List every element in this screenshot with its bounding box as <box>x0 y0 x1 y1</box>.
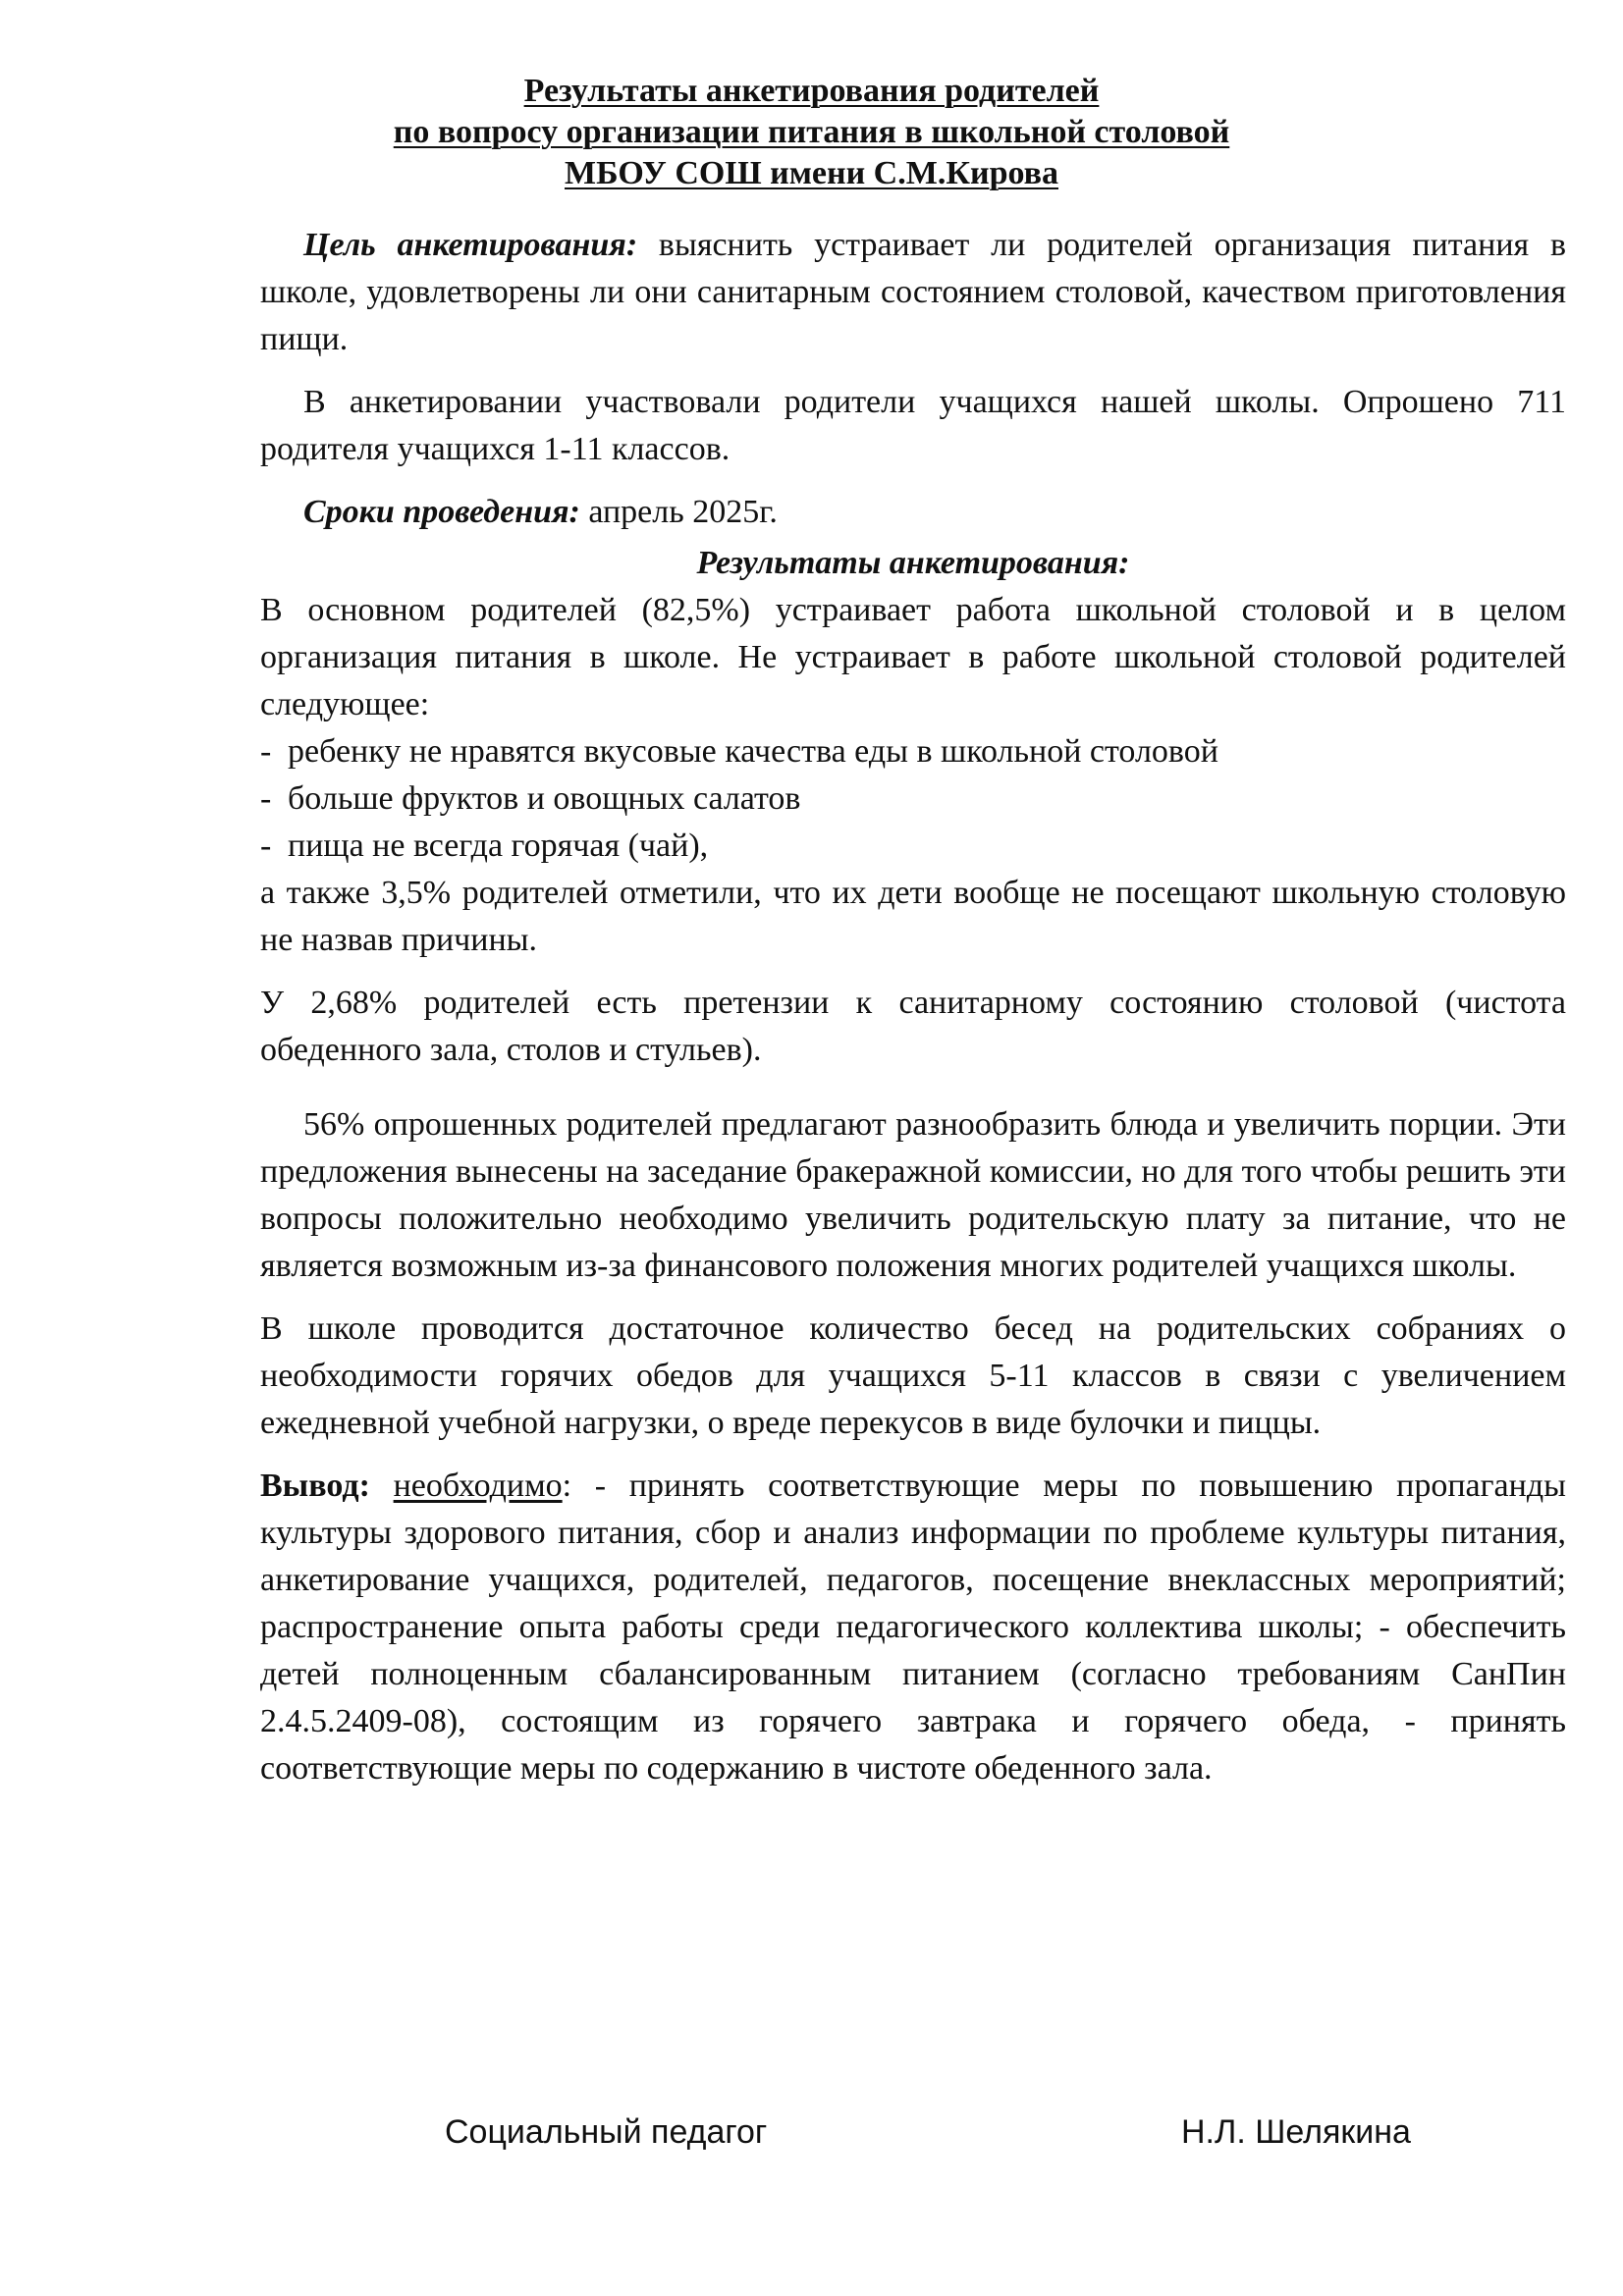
list-item <box>260 728 1566 775</box>
list-item <box>260 775 1566 823</box>
conclusion-label: Вывод: <box>260 1468 370 1504</box>
list-dash: - <box>260 828 272 864</box>
period-paragraph <box>260 489 1566 536</box>
list-item-text: ребенку не нравятся вкусовые качества еды в школьной столовой <box>288 733 1218 770</box>
document-body <box>260 222 1566 1792</box>
conclusion-text: : - принять соответствующие меры по повышению пропаганды культуры здорового питания, сбор и анализ информации по проблеме культуры питания, анкетирование учащихся, родителей, педагогов, посещение внеклассных мероприятий; распространение опыта работы среди педагогического коллектива школы; - обеспечить детей полноценным сбалансированным питанием (согласно требованиям СанПин 2.4.5.2409-08), состоящим из горячего завтрака и горячего обеда, - принять соответствующие меры по содержанию в чистоте обеденного зала. <box>260 1468 1566 1787</box>
conclusion-paragraph <box>260 1463 1566 1792</box>
conclusion-necessary: необходимо <box>393 1468 563 1504</box>
title-line-1: Результаты анкетирования родителей <box>523 73 1100 109</box>
title-line-2: по вопросу организации питания в школьной столовой <box>393 114 1230 150</box>
signature-name: Н.Л. Шелякина <box>1181 2113 1411 2151</box>
goal-paragraph <box>260 222 1566 363</box>
suggestions-paragraph: 56% опрошенных родителей предлагают разнообразить блюда и увеличить порции. Эти предложения вынесены на заседание бракеражной комиссии, но для того чтобы решить эти вопросы положительно необходимо увеличить родительскую плату за питание, что не является возможным из-за финансового положения многих родителей учащихся школы. <box>260 1106 1566 1284</box>
results-heading: Результаты анкетирования: <box>696 545 1130 581</box>
participants-paragraph: В анкетировании участвовали родители учащихся нашей школы. Опрошено 711 родителя учащихся 1-11 классов. <box>260 384 1566 467</box>
not-visiting-paragraph: а также 3,5% родителей отметили, что их дети вообще не посещают школьную столовую не назвав причины. <box>260 875 1566 958</box>
list-item-text: больше фруктов и овощных салатов <box>288 780 801 817</box>
sanitary-paragraph: У 2,68% родителей есть претензии к санитарному состоянию столовой (чистота обеденного зала, столов и стульев). <box>260 985 1566 1068</box>
document-title <box>0 71 1623 194</box>
conversations-paragraph: В школе проводится достаточное количество бесед на родительских собраниях о необходимости горячих обедов для учащихся 5-11 классов в связи с увеличением ежедневной учебной нагрузки, о вреде перекусов в виде булочки и пиццы. <box>260 1310 1566 1441</box>
title-line-3: МБОУ СОШ имени С.М.Кирова <box>565 155 1058 191</box>
complaints-list <box>260 728 1566 870</box>
list-item <box>260 823 1566 870</box>
list-dash: - <box>260 733 272 770</box>
list-item-text: пища не всегда горячая (чай), <box>288 828 709 864</box>
list-dash: - <box>260 780 272 817</box>
period-label: Сроки проведения: <box>303 494 580 530</box>
goal-label: Цель анкетирования: <box>303 227 638 263</box>
period-text: апрель 2025г. <box>579 494 778 530</box>
results-intro-paragraph: В основном родителей (82,5%) устраивает работа школьной столовой и в целом организация питания в школе. Не устраивает в работе школьной столовой родителей следующее: <box>260 592 1566 722</box>
goal-text: выяснить устраивает ли родителей организация питания в школе, удовлетворены ли они санитарным состоянием столовой, качеством приготовления пищи. <box>260 227 1566 357</box>
signature-position: Социальный педагог <box>445 2113 768 2151</box>
